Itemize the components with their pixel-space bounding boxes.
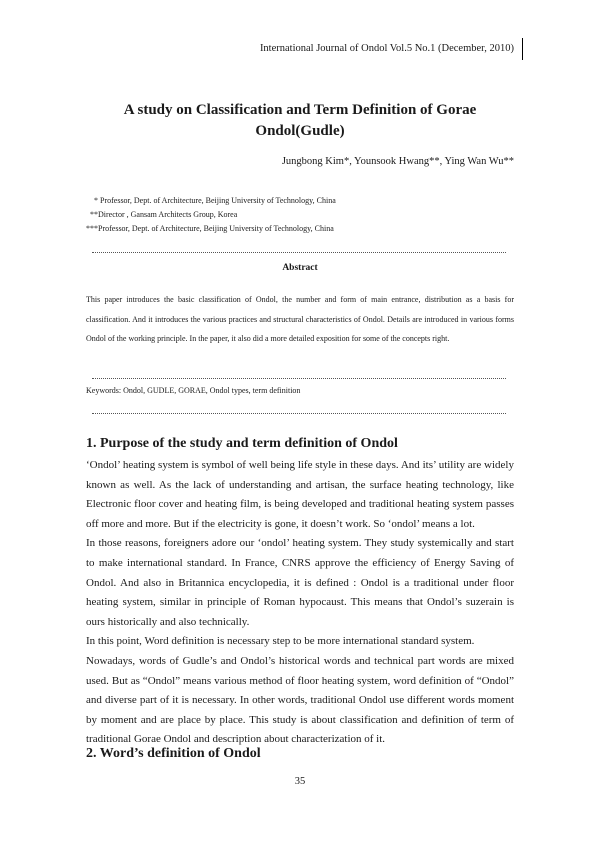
affiliation-1: * Professor, Dept. of Architecture, Beijing University of Technology, China	[94, 196, 336, 205]
abstract-heading: Abstract	[282, 263, 318, 273]
body-paragraph: ‘Ondol’ heating system is symbol of well being life style in these days. And its’ utility are widely known as well. As the lack of understanding and artisan, the surface heating technology, like Electronic floor cover and heating film, is being developed and traditional heating system passes off more and more. But if the electricity is gone, it doesn’t work. So ‘ondol’ means a lot.	[86, 459, 514, 530]
dotted-divider	[92, 378, 506, 379]
dotted-divider	[92, 252, 506, 253]
paper-title	[60, 100, 540, 142]
paper-title-line-1: A study on Classification and Term Definition of Gorae	[123, 102, 477, 118]
section-2-heading: 2. Word’s definition of Ondol	[86, 746, 261, 761]
abstract-text: This paper introduces the basic classification of Ondol, the number and form of main entrance, distribution as a basis for classification. And it introduces the various practices and structural characteristics of Ondol. Details are introduced in various forms Ondol of the working principle. In the paper, it also did a more detailed exposition for some of the concepts right.	[86, 295, 514, 343]
body-paragraph: Nowadays, words of Gudle’s and Ondol’s historical words and technical part words are mixed used. But as “Ondol” means various method of floor heating system, word definition of “Ondol” and diverse part of it is necessary. In other words, traditional Ondol use different words moment by moment and are place by place. This study is about classification and definition of term of traditional Gorae Ondol and description about characterization of it.	[86, 654, 514, 746]
affiliation-3: ***Professor, Dept. of Architecture, Beijing University of Technology, China	[86, 224, 334, 233]
section-1-body	[86, 456, 514, 750]
dotted-divider	[92, 413, 506, 414]
paper-title-line-2: Ondol(Gudle)	[255, 123, 345, 139]
section-1-heading: 1. Purpose of the study and term definition of Ondol	[86, 436, 398, 451]
running-header: International Journal of Ondol Vol.5 No.1 (December, 2010)	[259, 43, 514, 54]
keywords: Keywords: Ondol, GUDLE, GORAE, Ondol types, term definition	[86, 386, 301, 395]
page-number: 35	[294, 776, 306, 787]
body-paragraph: In those reasons, foreigners adore our ‘ondol’ heating system. They study systemically and start to make international standard. In France, CNRS approve the efficiency of Energy Saving of Ondol. And also in Britannica encyclopedia, it is defined : Ondol is a traditional under floor heating system, similar in principle of Roman hypocaust. This means that Ondol’s suzerain is ours historically and also technically.	[86, 537, 514, 628]
body-paragraph: In this point, Word definition is necessary step to be more international standard system.	[86, 635, 475, 648]
affiliation-2: **Director , Gansam Architects Group, Korea	[90, 210, 238, 219]
header-rule	[522, 38, 523, 60]
author-list: Jungbong Kim*, Younsook Hwang**, Ying Wan Wu**	[281, 156, 514, 167]
